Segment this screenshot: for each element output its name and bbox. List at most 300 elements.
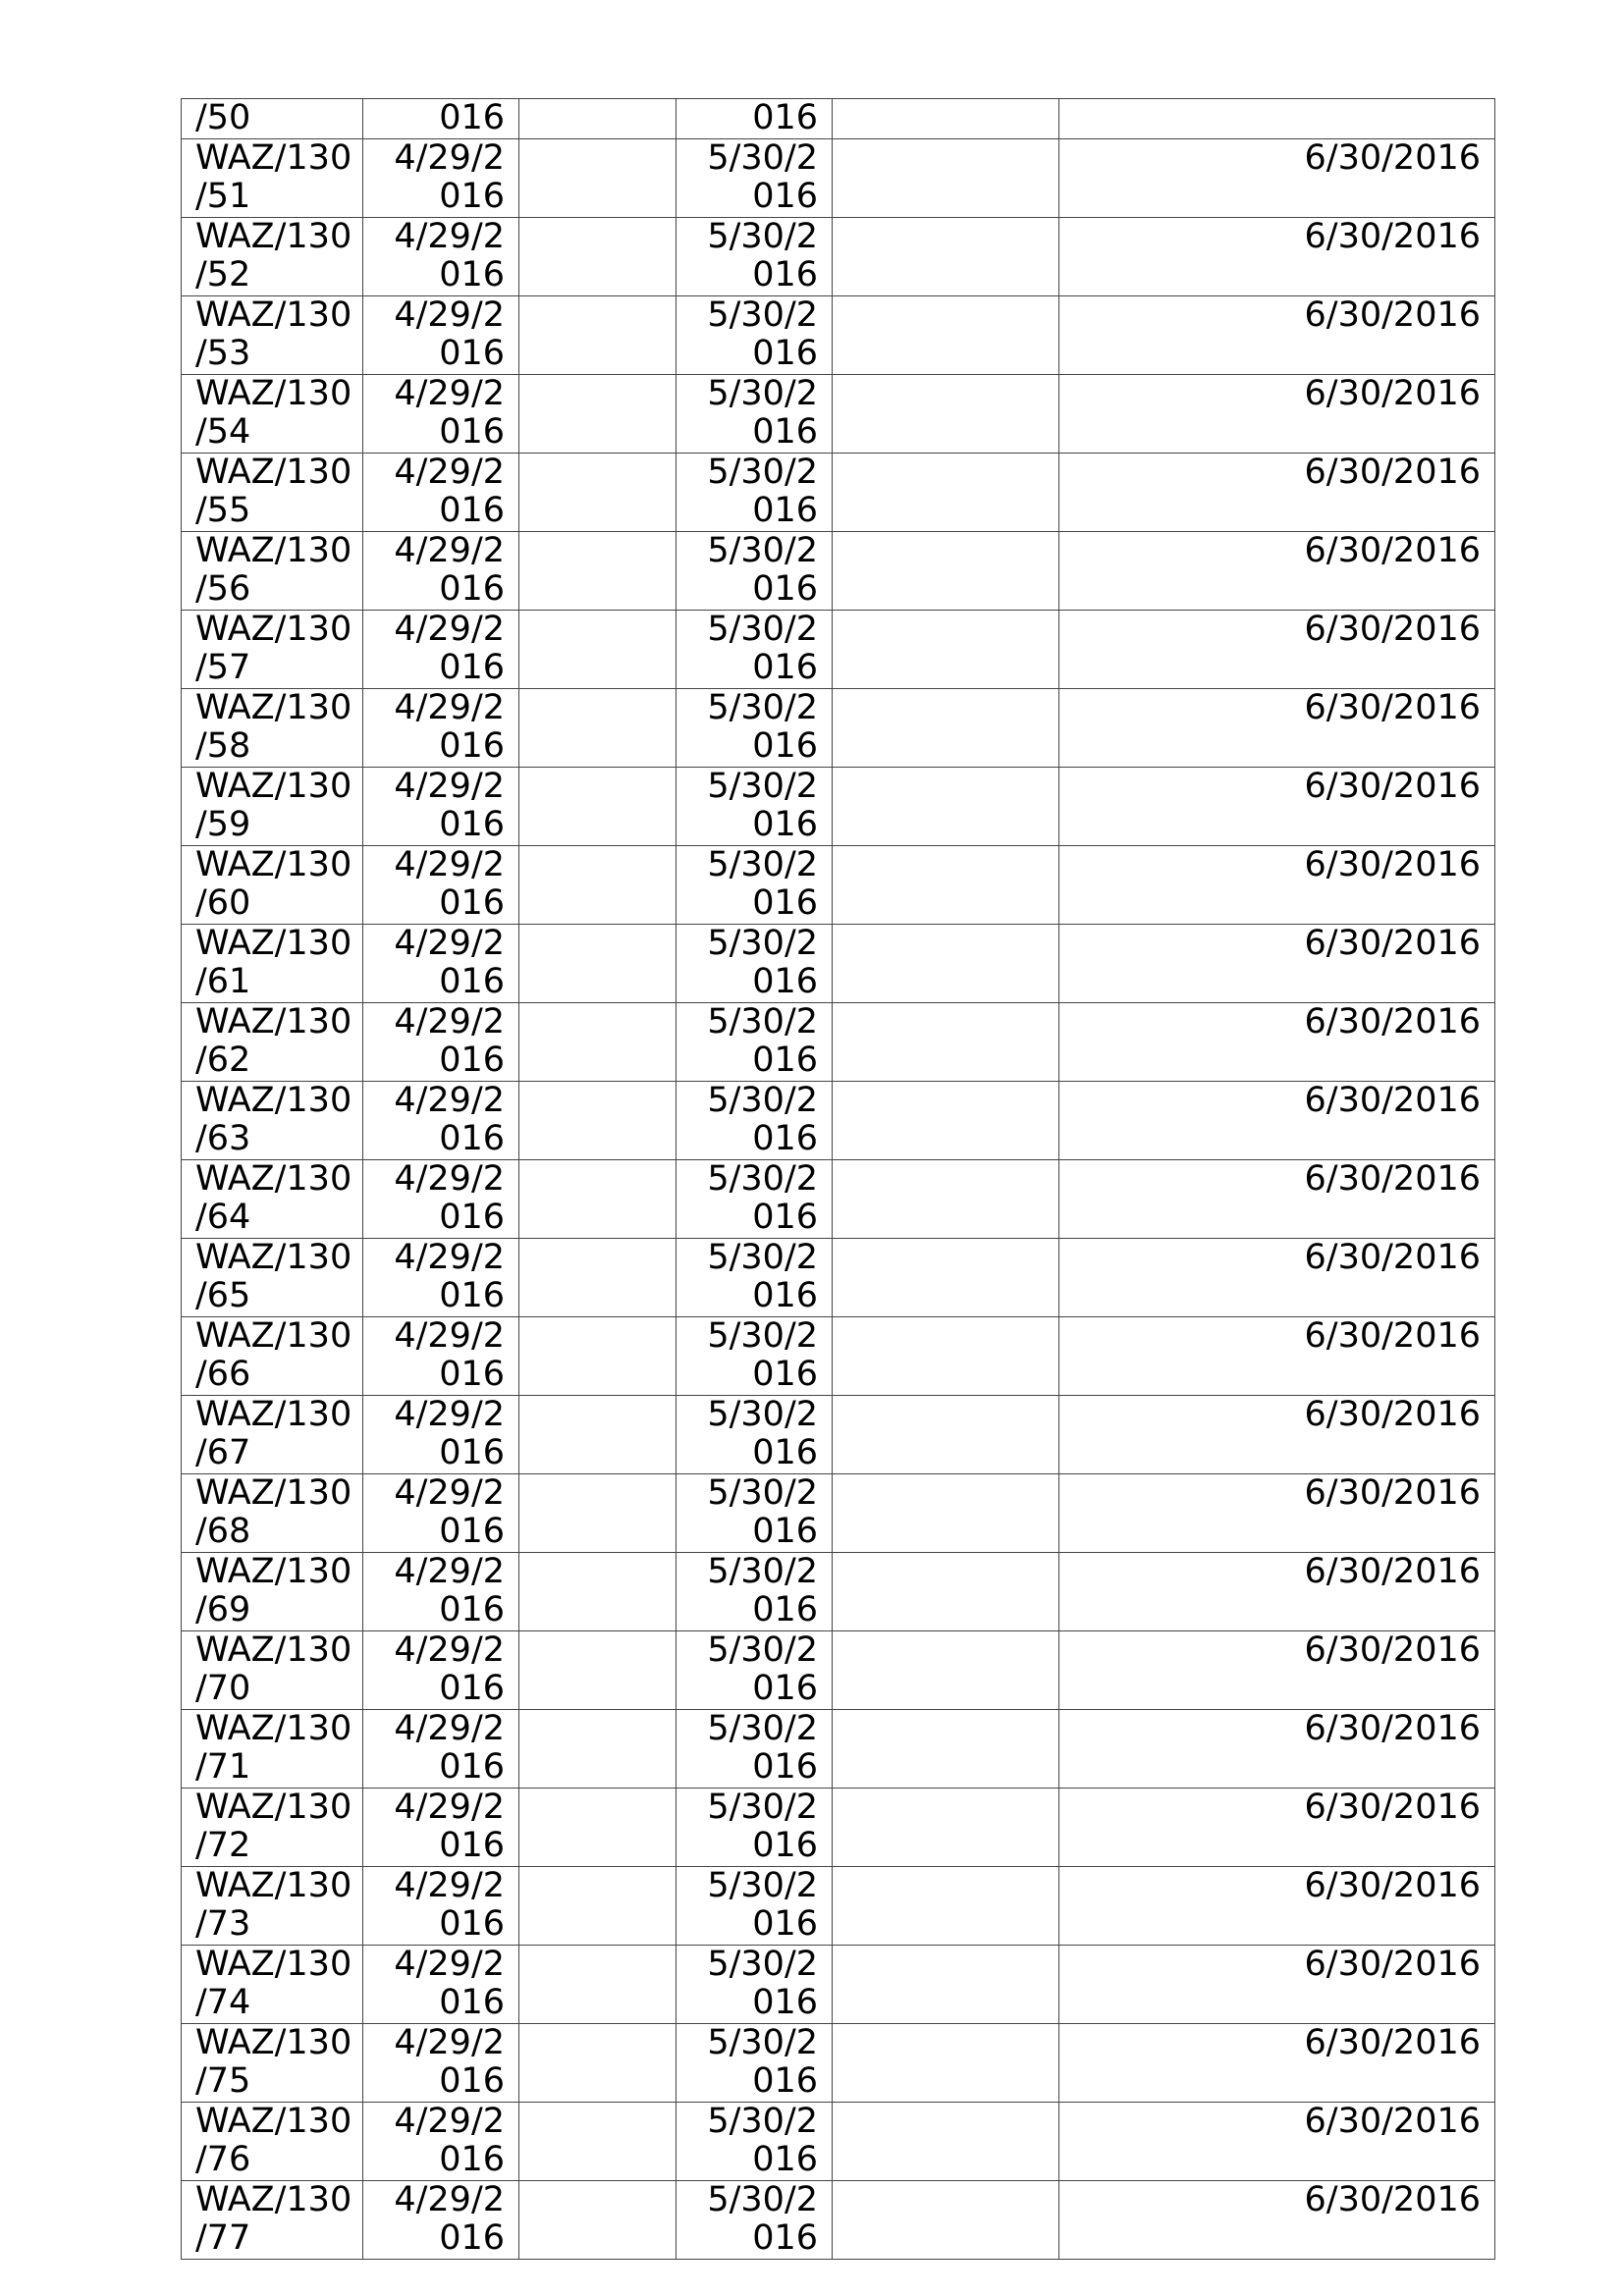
third-date-cell — [1059, 1003, 1495, 1082]
table-row — [182, 925, 1495, 1003]
second-date-cell — [676, 454, 833, 532]
first-date-text: 4/29/2 — [394, 374, 505, 413]
second-date-text: 016 — [752, 1669, 818, 1708]
third-date-cell — [1059, 1789, 1495, 1867]
document-table — [181, 98, 1495, 2260]
second-date-cell — [676, 2103, 833, 2181]
third-date-cell — [1059, 218, 1495, 296]
table-row — [182, 296, 1495, 375]
empty-cell — [519, 1710, 676, 1789]
first-date-cell — [363, 1239, 519, 1317]
table-row — [182, 1239, 1495, 1317]
table-row — [182, 1396, 1495, 1474]
third-date-cell — [1059, 846, 1495, 925]
table-row — [182, 1474, 1495, 1553]
reference-text: WAZ/130 — [195, 767, 352, 806]
reference-cell — [182, 1239, 363, 1317]
first-date-text: 4/29/2 — [394, 1709, 505, 1748]
first-date-cell — [363, 2103, 519, 2181]
second-date-text: 016 — [752, 1433, 818, 1472]
empty-cell — [833, 2024, 1059, 2103]
first-date-text: 4/29/2 — [394, 1945, 505, 1984]
empty-cell — [833, 2103, 1059, 2181]
second-date-cell — [676, 689, 833, 768]
empty-cell — [833, 1789, 1059, 1867]
first-date-cell — [363, 1474, 519, 1553]
empty-cell — [833, 1631, 1059, 1710]
second-date-text: 5/30/2 — [707, 2180, 818, 2219]
second-date-text: 016 — [752, 412, 818, 452]
empty-cell — [833, 1474, 1059, 1553]
third-date-text: 6/30/2016 — [1304, 1002, 1481, 1041]
reference-text: WAZ/130 — [195, 531, 352, 570]
empty-cell — [519, 454, 676, 532]
empty-cell — [519, 1239, 676, 1317]
first-date-text: 016 — [439, 1590, 505, 1629]
first-date-cell — [363, 1631, 519, 1710]
table-row — [182, 1631, 1495, 1710]
table-row — [182, 1710, 1495, 1789]
reference-cell — [182, 1710, 363, 1789]
second-date-text: 5/30/2 — [707, 531, 818, 570]
reference-cell — [182, 689, 363, 768]
first-date-cell — [363, 139, 519, 218]
reference-text: /68 — [195, 1512, 251, 1551]
first-date-text: 4/29/2 — [394, 845, 505, 884]
reference-text: /58 — [195, 726, 251, 766]
second-date-cell — [676, 532, 833, 611]
reference-text: WAZ/130 — [195, 374, 352, 413]
first-date-cell — [363, 1082, 519, 1160]
first-date-text: 016 — [439, 1669, 505, 1708]
first-date-text: 016 — [439, 177, 505, 216]
second-date-cell — [676, 1239, 833, 1317]
second-date-text: 5/30/2 — [707, 2102, 818, 2141]
first-date-cell — [363, 1867, 519, 1946]
first-date-cell — [363, 925, 519, 1003]
first-date-cell — [363, 1946, 519, 2024]
third-date-cell — [1059, 1239, 1495, 1317]
second-date-cell — [676, 1082, 833, 1160]
empty-cell — [519, 1553, 676, 1631]
second-date-text: 5/30/2 — [707, 1473, 818, 1513]
second-date-text: 5/30/2 — [707, 1395, 818, 1434]
reference-cell — [182, 1631, 363, 1710]
reference-text: /50 — [195, 98, 251, 137]
reference-cell — [182, 1003, 363, 1082]
reference-text: WAZ/130 — [195, 1709, 352, 1748]
first-date-text: 4/29/2 — [394, 138, 505, 178]
reference-text: WAZ/130 — [195, 1552, 352, 1591]
first-date-text: 4/29/2 — [394, 1630, 505, 1670]
second-date-text: 5/30/2 — [707, 374, 818, 413]
second-date-cell — [676, 1710, 833, 1789]
third-date-text: 6/30/2016 — [1304, 1473, 1481, 1513]
empty-cell — [519, 1631, 676, 1710]
reference-text: WAZ/130 — [195, 1002, 352, 1041]
first-date-cell — [363, 218, 519, 296]
first-date-text: 4/29/2 — [394, 2023, 505, 2062]
third-date-text: 6/30/2016 — [1304, 767, 1481, 806]
second-date-text: 016 — [752, 1276, 818, 1315]
reference-text: /54 — [195, 412, 251, 452]
reference-text: /63 — [195, 1119, 251, 1158]
second-date-cell — [676, 1789, 833, 1867]
first-date-cell — [363, 99, 519, 139]
second-date-text: 5/30/2 — [707, 1159, 818, 1199]
first-date-text: 4/29/2 — [394, 2102, 505, 2141]
table-row — [182, 846, 1495, 925]
reference-text: WAZ/130 — [195, 217, 352, 256]
first-date-cell — [363, 1160, 519, 1239]
reference-text: /72 — [195, 1826, 251, 1865]
empty-cell — [833, 1867, 1059, 1946]
reference-text: WAZ/130 — [195, 295, 352, 335]
empty-cell — [833, 925, 1059, 1003]
first-date-text: 016 — [439, 1512, 505, 1551]
reference-text: WAZ/130 — [195, 1945, 352, 1984]
first-date-text: 4/29/2 — [394, 531, 505, 570]
second-date-text: 5/30/2 — [707, 1630, 818, 1670]
reference-cell — [182, 139, 363, 218]
empty-cell — [833, 1082, 1059, 1160]
first-date-text: 4/29/2 — [394, 453, 505, 492]
first-date-text: 016 — [439, 412, 505, 452]
third-date-text: 6/30/2016 — [1304, 138, 1481, 178]
second-date-cell — [676, 611, 833, 689]
third-date-cell — [1059, 768, 1495, 846]
empty-cell — [833, 2181, 1059, 2260]
third-date-cell — [1059, 2103, 1495, 2181]
second-date-text: 016 — [752, 1747, 818, 1787]
first-date-cell — [363, 846, 519, 925]
reference-text: WAZ/130 — [195, 2180, 352, 2219]
first-date-text: 4/29/2 — [394, 2180, 505, 2219]
reference-text: WAZ/130 — [195, 138, 352, 178]
reference-text: /65 — [195, 1276, 251, 1315]
reference-text: /77 — [195, 2218, 251, 2258]
third-date-cell — [1059, 925, 1495, 1003]
empty-cell — [519, 1082, 676, 1160]
third-date-cell — [1059, 454, 1495, 532]
empty-cell — [519, 768, 676, 846]
second-date-text: 016 — [752, 2140, 818, 2179]
third-date-cell — [1059, 296, 1495, 375]
empty-cell — [519, 2181, 676, 2260]
reference-text: WAZ/130 — [195, 610, 352, 649]
second-date-text: 5/30/2 — [707, 1316, 818, 1356]
reference-cell — [182, 768, 363, 846]
reference-cell — [182, 1789, 363, 1867]
second-date-text: 016 — [752, 1512, 818, 1551]
empty-cell — [833, 1317, 1059, 1396]
first-date-cell — [363, 1317, 519, 1396]
third-date-text: 6/30/2016 — [1304, 1709, 1481, 1748]
first-date-text: 016 — [439, 805, 505, 844]
third-date-text: 6/30/2016 — [1304, 453, 1481, 492]
third-date-cell — [1059, 1474, 1495, 1553]
table-row — [182, 139, 1495, 218]
second-date-cell — [676, 2181, 833, 2260]
reference-cell — [182, 2024, 363, 2103]
empty-cell — [833, 296, 1059, 375]
second-date-text: 016 — [752, 1119, 818, 1158]
first-date-text: 016 — [439, 255, 505, 294]
second-date-text: 016 — [752, 1041, 818, 1080]
second-date-text: 5/30/2 — [707, 453, 818, 492]
empty-cell — [519, 2024, 676, 2103]
third-date-text: 6/30/2016 — [1304, 2180, 1481, 2219]
reference-cell — [182, 1317, 363, 1396]
second-date-text: 5/30/2 — [707, 1552, 818, 1591]
third-date-cell — [1059, 2024, 1495, 2103]
second-date-text: 5/30/2 — [707, 610, 818, 649]
third-date-text: 6/30/2016 — [1304, 217, 1481, 256]
first-date-cell — [363, 296, 519, 375]
third-date-cell — [1059, 2181, 1495, 2260]
empty-cell — [833, 1553, 1059, 1631]
second-date-text: 016 — [752, 726, 818, 766]
reference-cell — [182, 2103, 363, 2181]
empty-cell — [519, 1396, 676, 1474]
reference-text: /71 — [195, 1747, 251, 1787]
first-date-text: 4/29/2 — [394, 1238, 505, 1277]
empty-cell — [833, 532, 1059, 611]
reference-text: WAZ/130 — [195, 453, 352, 492]
empty-cell — [833, 1946, 1059, 2024]
empty-cell — [833, 454, 1059, 532]
empty-cell — [519, 218, 676, 296]
reference-cell — [182, 296, 363, 375]
reference-text: WAZ/130 — [195, 688, 352, 727]
third-date-text: 6/30/2016 — [1304, 1238, 1481, 1277]
first-date-text: 016 — [439, 1747, 505, 1787]
first-date-text: 016 — [439, 1276, 505, 1315]
empty-cell — [519, 375, 676, 454]
reference-cell — [182, 532, 363, 611]
first-date-text: 016 — [439, 334, 505, 373]
empty-cell — [833, 1396, 1059, 1474]
reference-text: WAZ/130 — [195, 1159, 352, 1199]
empty-cell — [519, 532, 676, 611]
table-row — [182, 375, 1495, 454]
reference-text: WAZ/130 — [195, 1630, 352, 1670]
first-date-text: 4/29/2 — [394, 1316, 505, 1356]
reference-text: /61 — [195, 962, 251, 1001]
first-date-text: 016 — [439, 1983, 505, 2022]
second-date-cell — [676, 1867, 833, 1946]
second-date-cell — [676, 925, 833, 1003]
table-row — [182, 532, 1495, 611]
second-date-text: 5/30/2 — [707, 295, 818, 335]
reference-cell — [182, 611, 363, 689]
empty-cell — [519, 1789, 676, 1867]
reference-cell — [182, 454, 363, 532]
reference-text: WAZ/130 — [195, 2102, 352, 2141]
empty-cell — [833, 1710, 1059, 1789]
first-date-text: 016 — [439, 2061, 505, 2101]
first-date-text: 4/29/2 — [394, 688, 505, 727]
second-date-text: 5/30/2 — [707, 688, 818, 727]
third-date-text: 6/30/2016 — [1304, 1316, 1481, 1356]
first-date-text: 4/29/2 — [394, 295, 505, 335]
third-date-cell — [1059, 99, 1495, 139]
empty-cell — [833, 218, 1059, 296]
third-date-text: 6/30/2016 — [1304, 1788, 1481, 1827]
empty-cell — [833, 139, 1059, 218]
first-date-text: 016 — [439, 962, 505, 1001]
second-date-cell — [676, 218, 833, 296]
table-row — [182, 1317, 1495, 1396]
reference-text: WAZ/130 — [195, 1081, 352, 1120]
first-date-cell — [363, 1003, 519, 1082]
first-date-cell — [363, 454, 519, 532]
reference-cell — [182, 1396, 363, 1474]
second-date-text: 5/30/2 — [707, 138, 818, 178]
second-date-text: 5/30/2 — [707, 2023, 818, 2062]
third-date-cell — [1059, 1553, 1495, 1631]
reference-text: WAZ/130 — [195, 1866, 352, 1905]
table-row — [182, 218, 1495, 296]
reference-text: /76 — [195, 2140, 251, 2179]
first-date-text: 016 — [439, 1355, 505, 1394]
second-date-text: 016 — [752, 1355, 818, 1394]
second-date-cell — [676, 1396, 833, 1474]
second-date-text: 016 — [752, 569, 818, 609]
reference-text: WAZ/130 — [195, 1473, 352, 1513]
first-date-cell — [363, 375, 519, 454]
empty-cell — [833, 846, 1059, 925]
third-date-text: 6/30/2016 — [1304, 1395, 1481, 1434]
second-date-cell — [676, 1946, 833, 2024]
first-date-cell — [363, 689, 519, 768]
second-date-cell — [676, 768, 833, 846]
third-date-cell — [1059, 1946, 1495, 2024]
second-date-text: 016 — [752, 1826, 818, 1865]
third-date-cell — [1059, 375, 1495, 454]
third-date-cell — [1059, 1160, 1495, 1239]
empty-cell — [833, 689, 1059, 768]
first-date-cell — [363, 1710, 519, 1789]
reference-cell — [182, 1474, 363, 1553]
table-row — [182, 611, 1495, 689]
third-date-cell — [1059, 139, 1495, 218]
table-row — [182, 768, 1495, 846]
table-row — [182, 1946, 1495, 2024]
empty-cell — [519, 925, 676, 1003]
second-date-text: 016 — [752, 1590, 818, 1629]
empty-cell — [833, 1003, 1059, 1082]
third-date-text: 6/30/2016 — [1304, 2023, 1481, 2062]
third-date-text: 6/30/2016 — [1304, 295, 1481, 335]
reference-text: /56 — [195, 569, 251, 609]
second-date-text: 5/30/2 — [707, 1002, 818, 1041]
third-date-cell — [1059, 1867, 1495, 1946]
first-date-text: 016 — [439, 1119, 505, 1158]
second-date-text: 016 — [752, 883, 818, 923]
second-date-cell — [676, 375, 833, 454]
reference-text: /75 — [195, 2061, 251, 2101]
table-row — [182, 2024, 1495, 2103]
third-date-text: 6/30/2016 — [1304, 610, 1481, 649]
reference-text: /67 — [195, 1433, 251, 1472]
first-date-text: 016 — [439, 883, 505, 923]
second-date-text: 016 — [752, 1904, 818, 1944]
third-date-cell — [1059, 1710, 1495, 1789]
first-date-text: 4/29/2 — [394, 1081, 505, 1120]
first-date-cell — [363, 768, 519, 846]
first-date-text: 016 — [439, 648, 505, 687]
third-date-text: 6/30/2016 — [1304, 688, 1481, 727]
second-date-text: 016 — [752, 1983, 818, 2022]
first-date-text: 4/29/2 — [394, 1473, 505, 1513]
reference-cell — [182, 218, 363, 296]
table-row — [182, 1789, 1495, 1867]
reference-cell — [182, 1553, 363, 1631]
third-date-cell — [1059, 1082, 1495, 1160]
table-row — [182, 1082, 1495, 1160]
second-date-text: 016 — [752, 962, 818, 1001]
reference-cell — [182, 375, 363, 454]
third-date-cell — [1059, 689, 1495, 768]
second-date-cell — [676, 1553, 833, 1631]
first-date-text: 016 — [439, 491, 505, 530]
second-date-text: 016 — [752, 491, 818, 530]
reference-text: /69 — [195, 1590, 251, 1629]
reference-cell — [182, 2181, 363, 2260]
second-date-text: 5/30/2 — [707, 1709, 818, 1748]
third-date-cell — [1059, 1317, 1495, 1396]
first-date-text: 016 — [439, 569, 505, 609]
third-date-cell — [1059, 532, 1495, 611]
first-date-text: 4/29/2 — [394, 924, 505, 963]
second-date-text: 016 — [752, 334, 818, 373]
empty-cell — [519, 1867, 676, 1946]
second-date-cell — [676, 1003, 833, 1082]
reference-text: WAZ/130 — [195, 1395, 352, 1434]
table-row — [182, 1867, 1495, 1946]
second-date-text: 5/30/2 — [707, 1866, 818, 1905]
first-date-text: 4/29/2 — [394, 1395, 505, 1434]
first-date-text: 4/29/2 — [394, 1552, 505, 1591]
reference-cell — [182, 1867, 363, 1946]
table-row — [182, 1160, 1495, 1239]
empty-cell — [519, 99, 676, 139]
empty-cell — [519, 1003, 676, 1082]
reference-text: /60 — [195, 883, 251, 923]
first-date-cell — [363, 1789, 519, 1867]
third-date-text: 6/30/2016 — [1304, 1866, 1481, 1905]
empty-cell — [519, 1317, 676, 1396]
second-date-text: 5/30/2 — [707, 1081, 818, 1120]
first-date-cell — [363, 532, 519, 611]
second-date-cell — [676, 1317, 833, 1396]
reference-text: /53 — [195, 334, 251, 373]
reference-text: /66 — [195, 1355, 251, 1394]
reference-cell — [182, 1082, 363, 1160]
reference-cell — [182, 925, 363, 1003]
third-date-text: 6/30/2016 — [1304, 531, 1481, 570]
reference-text: WAZ/130 — [195, 1788, 352, 1827]
first-date-text: 016 — [439, 1826, 505, 1865]
table-row — [182, 2181, 1495, 2260]
table-row — [182, 1553, 1495, 1631]
reference-cell — [182, 1946, 363, 2024]
second-date-text: 016 — [752, 1198, 818, 1237]
reference-text: WAZ/130 — [195, 1316, 352, 1356]
third-date-text: 6/30/2016 — [1304, 1081, 1481, 1120]
first-date-text: 4/29/2 — [394, 1002, 505, 1041]
